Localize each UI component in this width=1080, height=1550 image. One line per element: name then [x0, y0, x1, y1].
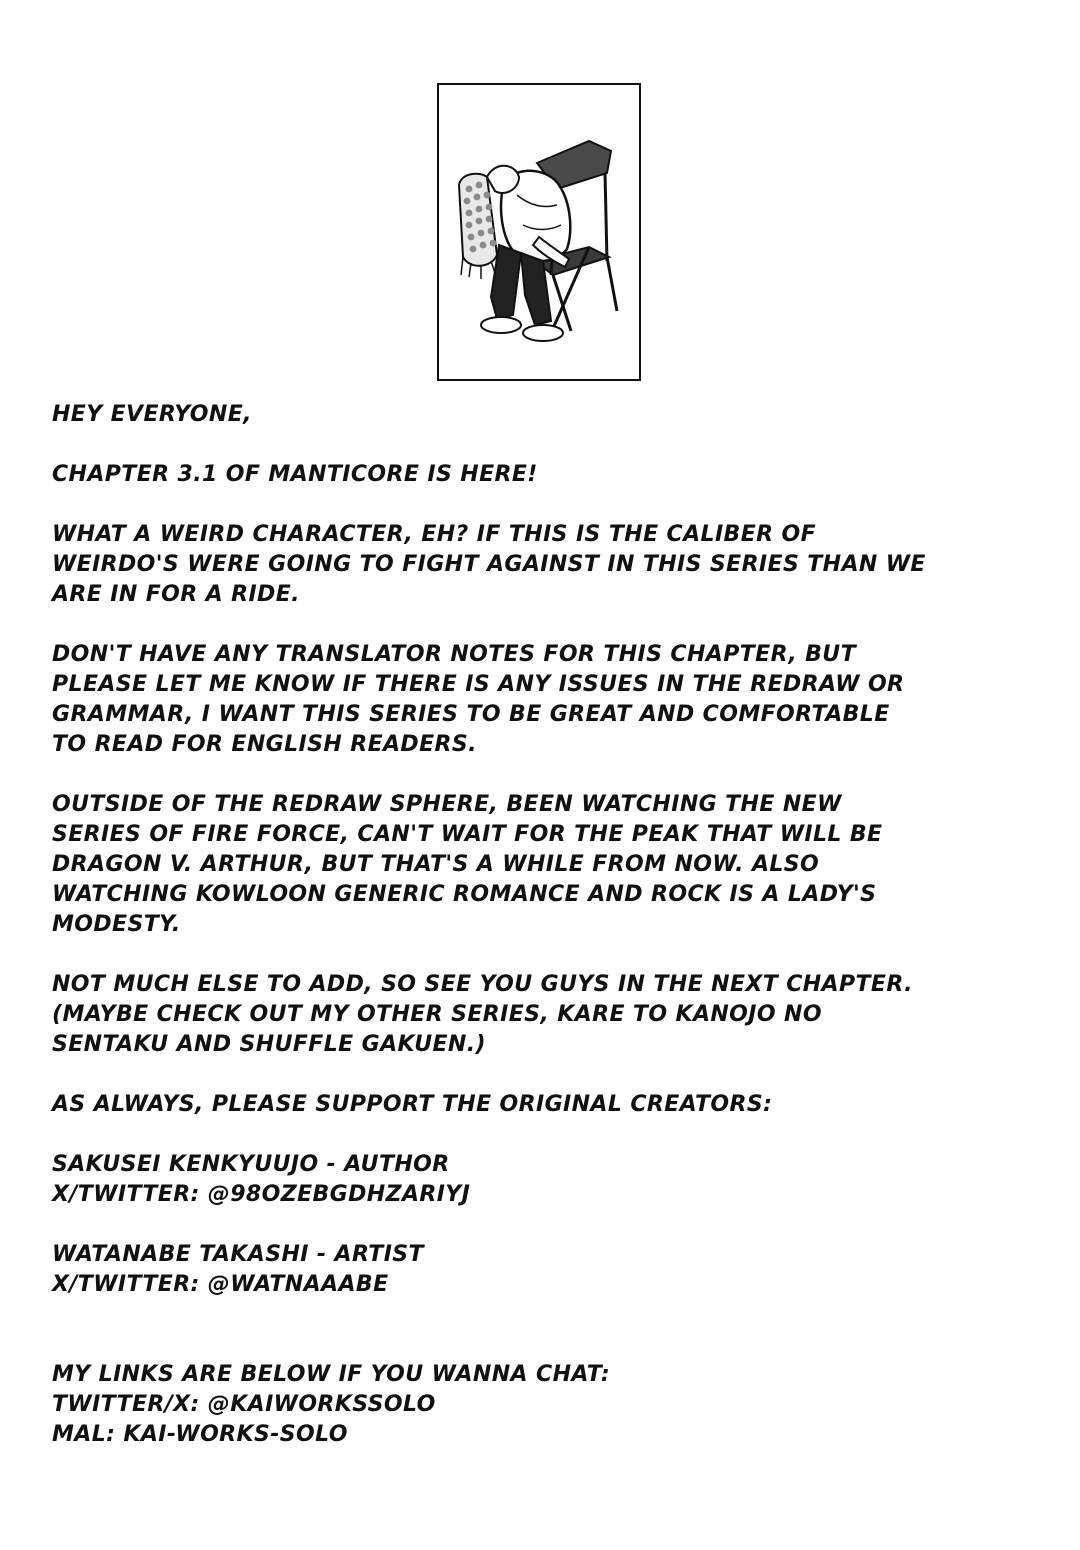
paragraph-translator-notes: DON'T HAVE ANY TRANSLATOR NOTES FOR THIS CHAPTER, BUT PLEASE LET ME KNOW IF THERE IS ANY ISSUES IN THE REDRAW OR GRAMMAR, I WANT THIS SERIES TO BE GREAT AND COMFORTABLE TO READ FOR ENGLISH READERS.: [52, 642, 905, 757]
author-credit: SAKUSEI KENKYUUJO - AUTHOR X/TWITTER: @98OZEBGDHZARIYJ: [52, 1152, 471, 1207]
artist-credit: WATANABE TAKASHI - ARTIST X/TWITTER: @WATNAAABE: [52, 1242, 424, 1297]
translator-note: [52, 400, 1042, 1480]
illustration-frame: [437, 83, 641, 381]
greeting: HEY EVERYONE,: [52, 402, 252, 427]
support-line: AS ALWAYS, PLEASE SUPPORT THE ORIGINAL CREATORS:: [52, 1092, 773, 1117]
character-in-folding-chair-icon: [439, 85, 639, 379]
paragraph-closing: NOT MUCH ELSE TO ADD, SO SEE YOU GUYS IN THE NEXT CHAPTER. (MAYBE CHECK OUT MY OTHER SERIES, KARE TO KANOJO NO SENTAKU AND SHUFFLE GAKUEN.): [52, 972, 913, 1057]
links: MY LINKS ARE BELOW IF YOU WANNA CHAT: TWITTER/X: @KAIWORKSSOLO MAL: KAI-WORKS-SOLO: [52, 1362, 611, 1447]
announcement: CHAPTER 3.1 OF MANTICORE IS HERE!: [52, 462, 538, 487]
paragraph-weird-character: WHAT A WEIRD CHARACTER, EH? IF THIS IS THE CALIBER OF WEIRDO'S WERE GOING TO FIGHT AGAINST IN THIS SERIES THAN WE ARE IN FOR A RIDE.: [52, 522, 926, 607]
paragraph-watching: OUTSIDE OF THE REDRAW SPHERE, BEEN WATCHING THE NEW SERIES OF FIRE FORCE, CAN'T WAIT FOR THE PEAK THAT WILL BE DRAGON V. ARTHUR, BUT THAT'S A WHILE FROM NOW. ALSO WATCHING KOWLOON GENERIC ROMANCE AND ROCK IS A LADY'S MODESTY.: [52, 792, 883, 937]
